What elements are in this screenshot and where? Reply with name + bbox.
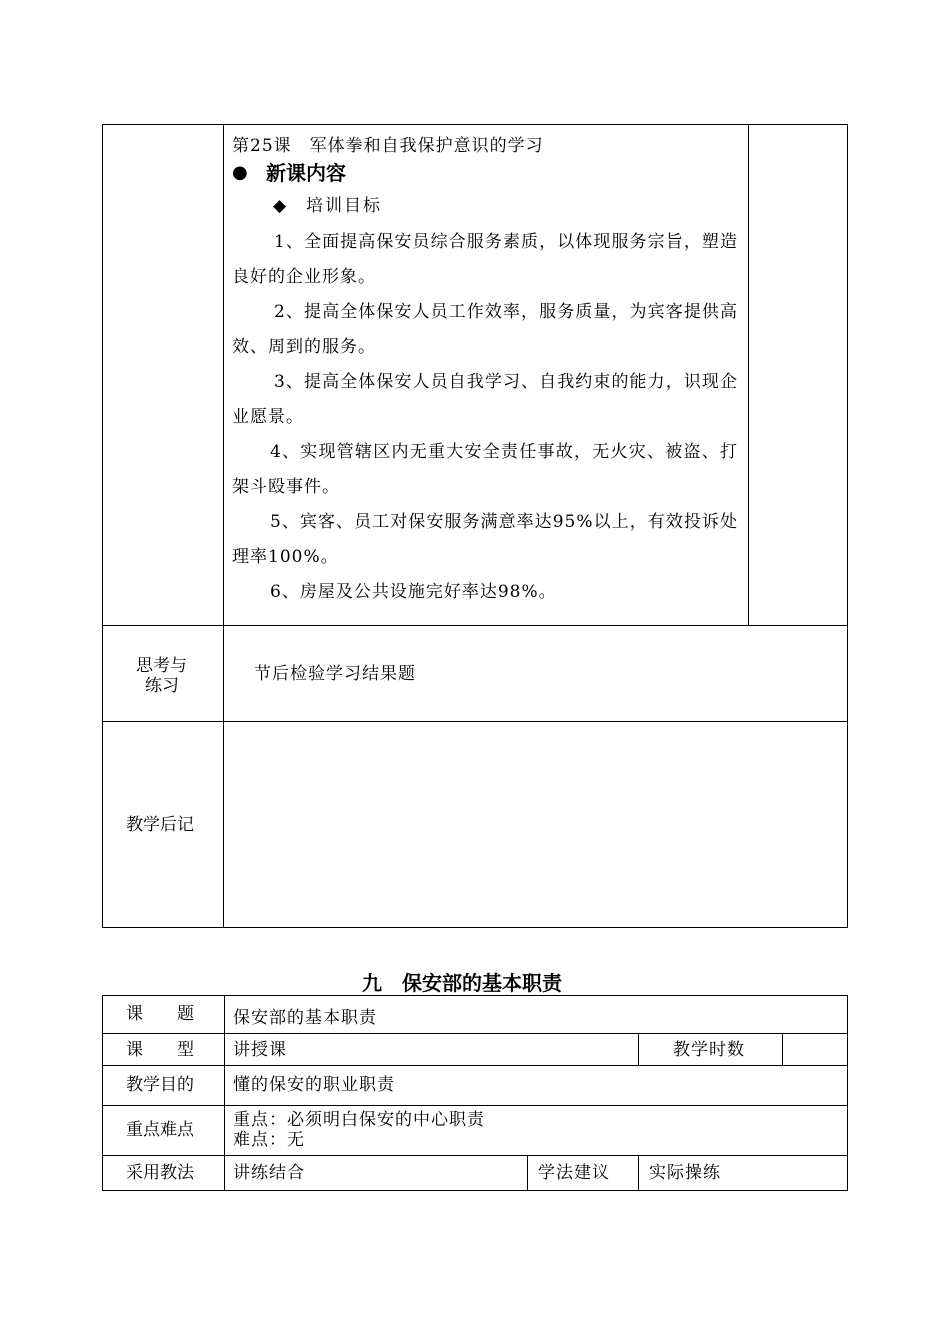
topic-label: 课 题 — [126, 1004, 194, 1024]
goal-item-2: 2、提高全体保安人员工作效率，服务质量，为宾客提供高效、周到的服务。 — [232, 302, 738, 357]
thinking-label-line1: 思考与 — [136, 656, 187, 676]
col-divider — [224, 995, 225, 1191]
advice-value: 实际操练 — [649, 1163, 721, 1183]
goal-value: 懂的保安的职业职责 — [233, 1075, 395, 1095]
lesson-info-frame — [102, 995, 848, 1191]
row-divider — [102, 1155, 848, 1156]
diamond-bullet-icon: ◆ — [273, 196, 287, 216]
method-value: 讲练结合 — [233, 1163, 305, 1183]
row-divider — [102, 1033, 848, 1034]
goal-item-5: 5、宾客、员工对保安服务满意率达95%以上，有效投诉处理率100%。 — [232, 512, 738, 567]
col-divider — [527, 1155, 528, 1191]
goal-item-6: 6、房屋及公共设施完好率达98%。 — [270, 582, 557, 602]
goal-item-1: 1、全面提高保安员综合服务素质，以体现服务宗旨，塑造良好的企业形象。 — [232, 232, 738, 287]
col-divider — [223, 124, 224, 928]
row-divider — [102, 1065, 848, 1066]
section-heading: 新课内容 — [266, 161, 346, 185]
hours-label: 教学时数 — [673, 1040, 745, 1060]
thinking-label-line2: 练习 — [145, 676, 179, 696]
col-divider — [782, 1033, 783, 1065]
lesson-title: 第25课 军体拳和自我保护意识的学习 — [232, 136, 544, 156]
key-line-2: 难点：无 — [233, 1130, 305, 1150]
col-divider — [638, 1033, 639, 1065]
type-value: 讲授课 — [233, 1040, 287, 1060]
row-divider — [102, 625, 848, 626]
col-divider — [638, 1155, 639, 1191]
col-divider — [748, 124, 749, 625]
section-title: 九 保安部的基本职责 — [362, 971, 562, 995]
topic-value: 保安部的基本职责 — [233, 1008, 377, 1028]
key-label: 重点难点 — [126, 1120, 194, 1140]
goal-item-3: 3、提高全体保安人员自我学习、自我约束的能力，识现企业愿景。 — [232, 372, 738, 427]
method-label: 采用教法 — [126, 1163, 194, 1183]
bullet-dot-icon: ● — [232, 162, 248, 183]
notes-label: 教学后记 — [126, 815, 194, 835]
row-divider — [102, 1105, 848, 1106]
row-divider — [102, 721, 848, 722]
goal-item-4: 4、实现管辖区内无重大安全责任事故，无火灾、被盗、打架斗殴事件。 — [232, 442, 738, 497]
thinking-content: 节后检验学习结果题 — [254, 664, 416, 684]
sub-heading: 培训目标 — [306, 196, 382, 216]
advice-label: 学法建议 — [538, 1163, 610, 1183]
goal-label: 教学目的 — [126, 1075, 194, 1095]
key-line-1: 重点：必须明白保安的中心职责 — [233, 1110, 485, 1130]
type-label: 课 型 — [126, 1040, 194, 1060]
